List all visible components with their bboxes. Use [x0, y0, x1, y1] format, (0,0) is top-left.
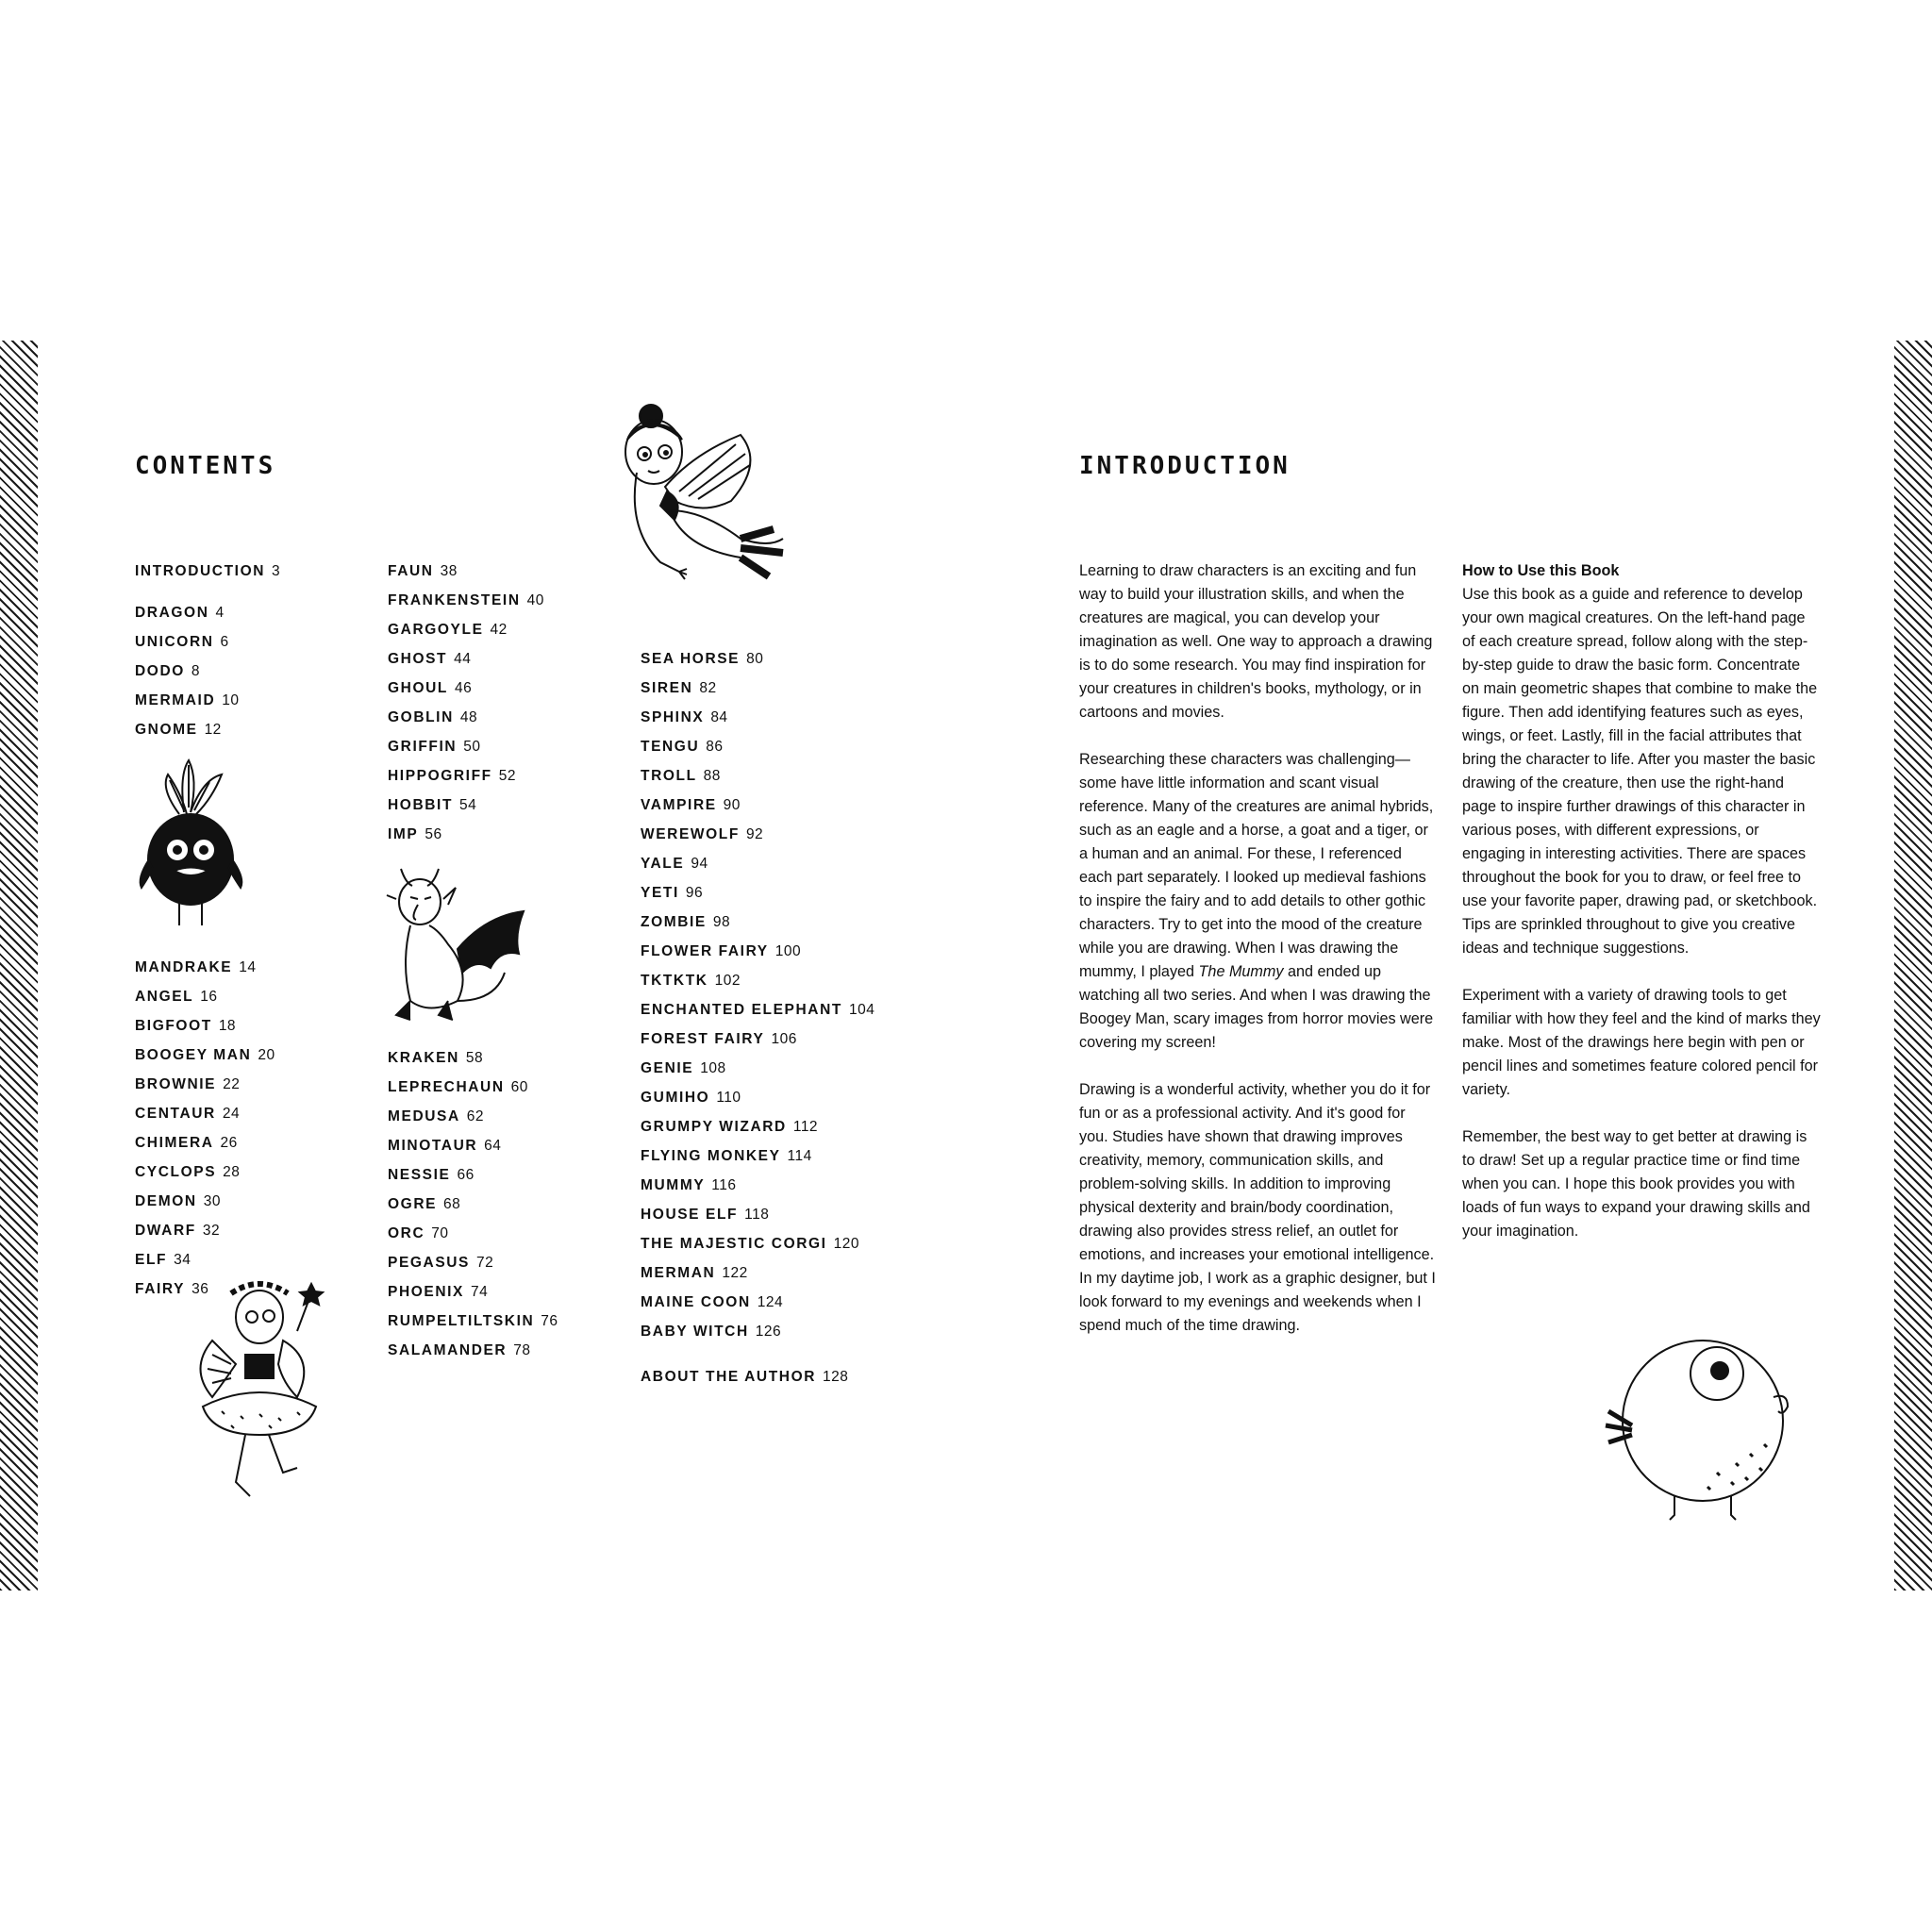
contents-entry [641, 913, 730, 932]
intro-column-left [1079, 559, 1438, 1361]
contents-entry-page: 34 [174, 1252, 192, 1268]
contents-entry-title: GARGOYLE [388, 622, 484, 638]
contents-entry-title: ZOMBIE [641, 914, 707, 930]
contents-entry [135, 1222, 220, 1241]
contents-entry [641, 884, 703, 903]
contents-entry [388, 825, 442, 844]
right-page-edge-pattern [1894, 341, 1932, 1591]
contents-entry-title: TROLL [641, 768, 697, 784]
siren-illustration [608, 397, 844, 624]
intro-paragraph-2-part-a: Researching these characters was challenging—some have little information and scant visual reference. Many of the creatures are animal hybrids, such as an eagle and a horse, a goat and a tiger, or a human and an animal. For these, I referenced each part separately. I looked up medieval fashions to inspire the fairy and to add details to other gothic characters. Try to get into the mood of the creature while you are drawing. When I was drawing the mummy, I played [1079, 751, 1434, 980]
contents-entry-page: 104 [848, 1002, 875, 1018]
contents-entry [641, 1176, 737, 1195]
contents-entry-page: 124 [757, 1294, 784, 1310]
contents-entry [388, 738, 480, 757]
contents-entry [135, 1134, 238, 1153]
contents-entry-title: FLOWER FAIRY [641, 943, 769, 959]
contents-entry [135, 1075, 240, 1094]
contents-entry-page: 108 [700, 1060, 726, 1076]
contents-entry-title: IMP [388, 826, 419, 842]
contents-entry [641, 1206, 769, 1224]
contents-entry [388, 650, 471, 669]
contents-entry [135, 721, 222, 740]
contents-entry [641, 796, 741, 815]
contents-entry [135, 562, 280, 581]
contents-entry-title: NESSIE [388, 1167, 451, 1183]
contents-entry-page: 56 [425, 826, 442, 842]
contents-entry [388, 1108, 484, 1126]
contents-entry [641, 708, 728, 727]
fairy-illustration [193, 1274, 344, 1520]
contents-entry-page: 114 [787, 1148, 812, 1164]
contents-entry [388, 621, 508, 640]
contents-entry [388, 679, 472, 698]
contents-entry [388, 796, 476, 815]
contents-entry-title: ORC [388, 1225, 425, 1241]
contents-entry-page: 40 [526, 592, 544, 608]
contents-entry [641, 679, 717, 698]
contents-entry [388, 1341, 530, 1360]
contents-entry-page: 118 [744, 1207, 770, 1223]
contents-entry-title: GENIE [641, 1060, 694, 1076]
contents-entry-page: 102 [714, 973, 741, 989]
contents-entry [641, 1264, 748, 1283]
contents-entry-page: 20 [258, 1047, 275, 1063]
contents-entry-page: 100 [774, 943, 802, 959]
contents-entry-page: 128 [823, 1369, 849, 1385]
contents-entry-title: ELF [135, 1252, 168, 1268]
contents-entry-title: GRUMPY WIZARD [641, 1119, 787, 1135]
contents-entry-title: VAMPIRE [641, 797, 717, 813]
contents-entry [388, 1254, 493, 1273]
contents-entry [641, 1235, 859, 1254]
contents-entry-title: BROWNIE [135, 1076, 217, 1092]
contents-entry-title: BOOGEY MAN [135, 1047, 252, 1063]
left-page-edge-pattern [0, 341, 38, 1591]
contents-entry-page: 4 [215, 605, 225, 621]
contents-entry-title: SEA HORSE [641, 651, 741, 667]
contents-entry [641, 1293, 783, 1312]
contents-entry-title: MERMAID [135, 692, 216, 708]
contents-entry [641, 1030, 797, 1049]
contents-entry-page: 52 [498, 768, 516, 784]
contents-entry-page: 58 [465, 1050, 484, 1066]
contents-entry-title: BIGFOOT [135, 1018, 212, 1034]
contents-entry-title: HIPPOGRIFF [388, 768, 492, 784]
contents-entry-title: SALAMANDER [388, 1342, 508, 1358]
how-to-use-subhead: How to Use this Book [1462, 562, 1620, 579]
contents-entry-page: 32 [202, 1223, 221, 1239]
contents-entry-page: 110 [716, 1090, 741, 1106]
imp-illustration [382, 859, 542, 1039]
contents-entry-title: BABY WITCH [641, 1324, 749, 1340]
contents-entry-title: CHIMERA [135, 1135, 214, 1151]
contents-entry-title: THE MAJESTIC CORGI [641, 1236, 827, 1252]
contents-entry-page: 28 [223, 1164, 241, 1180]
contents-entry-page: 50 [463, 739, 481, 755]
contents-entry-page: 80 [746, 651, 764, 667]
contents-entry-title: HOUSE ELF [641, 1207, 739, 1223]
contents-entry-title: MINOTAUR [388, 1138, 478, 1154]
intro-paragraph-1: Learning to draw characters is an exciting and fun way to build your illustration skills, and when the creatures are magical, you can develop your imagination as well. One way to approach a drawing is to do some research. You may find inspiration for your creatures in children's books, mythology, or in cartoons and movies. [1079, 562, 1433, 721]
contents-entry [641, 1323, 781, 1341]
contents-entry-page: 84 [710, 709, 728, 725]
intro-paragraph-2-part-c: and ended up watching all two series. And when I was drawing the Boogey Man, scary images from horror movies were covering my screen! [1079, 963, 1434, 1051]
contents-entry-page: 38 [440, 563, 458, 579]
intro-column-right [1462, 559, 1821, 1267]
contents-entry-page: 46 [454, 680, 473, 696]
contents-entry-page: 8 [191, 663, 201, 679]
contents-entry-title: OGRE [388, 1196, 438, 1212]
contents-entry-page: 22 [223, 1076, 241, 1092]
contents-entry-title: TKTKTK [641, 973, 708, 989]
contents-entry-title: FOREST FAIRY [641, 1031, 765, 1047]
intro-movie-title: The Mummy [1198, 963, 1284, 980]
contents-entry-page: 3 [272, 563, 281, 579]
contents-entry-page: 54 [459, 797, 477, 813]
contents-entry [135, 1046, 275, 1065]
contents-entry-page: 78 [513, 1342, 531, 1358]
contents-entry [135, 1192, 221, 1211]
intro-paragraph-3: Drawing is a wonderful activity, whether you do it for fun or as a professional activity. And it's good for you. Studies have shown that drawing improves creativity, memory, communication skills, and problem-solving skills. In addition to improving physical dexterity and brain/body coordination, drawing also provides stress relief, an outlet for emotions, and increases your emotional intelligence. In my daytime job, I work as a graphic designer, but I look forward to my evenings and weekends when I spend much of the time drawing. [1079, 1081, 1436, 1334]
contents-entry-title: PHOENIX [388, 1284, 464, 1300]
contents-entry-page: 48 [459, 709, 478, 725]
contents-entry-page: 62 [466, 1108, 485, 1124]
contents-entry-title: ANGEL [135, 989, 194, 1005]
contents-entry-page: 120 [833, 1236, 859, 1252]
contents-entry-page: 88 [703, 768, 721, 784]
contents-entry [388, 562, 458, 581]
contents-title: CONTENTS [135, 452, 276, 480]
contents-entry-title: HOBBIT [388, 797, 454, 813]
contents-entry [135, 988, 218, 1007]
mandrake-illustration [132, 756, 255, 935]
contents-entry [641, 738, 724, 757]
contents-entry-page: 14 [239, 959, 257, 975]
intro-paragraph-4: Use this book as a guide and reference to develop your own magical creatures. On the left-hand page of each creature spread, follow along with the step-by-step guide to draw the basic form. Concentrate on main geometric shapes that combine to make the figure. Then add identifying features such as eyes, wings, or feet. Lastly, fill in the facial attributes that bring the character to life. After you master the basic drawing of the creature, then use the right-hand page to inspire further drawings of this character in various poses, with different expressions, or engaging in interesting activities. There are spaces throughout the book for you to draw, or feel free to use your favorite paper, drawing pad, or sketchbook. Tips are sprinkled throughout to give you creative ideas and technique suggestions. [1462, 586, 1818, 957]
contents-entry-title: ABOUT THE AUTHOR [641, 1369, 817, 1385]
contents-entry-title: GNOME [135, 722, 198, 738]
contents-entry [135, 604, 225, 623]
contents-entry [388, 708, 477, 727]
contents-entry-title: MANDRAKE [135, 959, 233, 975]
contents-entry-title: RUMPELTILTSKIN [388, 1313, 535, 1329]
contents-entry-page: 6 [220, 634, 229, 650]
contents-entry-title: GUMIHO [641, 1090, 710, 1106]
contents-entry-page: 12 [204, 722, 222, 738]
contents-entry-page: 68 [443, 1196, 461, 1212]
intro-paragraph-2 [1079, 748, 1438, 1055]
contents-entry-page: 90 [723, 797, 741, 813]
contents-entry-title: GHOST [388, 651, 448, 667]
contents-entry-title: FRANKENSTEIN [388, 592, 521, 608]
contents-entry-title: MUMMY [641, 1177, 706, 1193]
contents-entry-title: SIREN [641, 680, 693, 696]
contents-entry-title: INTRODUCTION [135, 563, 266, 579]
intro-paragraph-6: Remember, the best way to get better at drawing is to draw! Set up a regular practice time or find time when you can. I hope this book provides you with loads of fun ways to expand your drawing skills and your imagination. [1462, 1128, 1810, 1240]
contents-entry-page: 116 [711, 1177, 737, 1193]
contents-entry-title: PEGASUS [388, 1255, 470, 1271]
contents-entry-page: 18 [218, 1018, 237, 1034]
contents-entry-title: YALE [641, 856, 685, 872]
contents-entry-page: 82 [699, 680, 717, 696]
contents-entry [641, 1001, 874, 1020]
contents-entry-page: 86 [706, 739, 724, 755]
contents-entry-title: CENTAUR [135, 1106, 216, 1122]
contents-entry-page: 96 [685, 885, 704, 901]
contents-entry [135, 958, 256, 977]
contents-entry-title: ENCHANTED ELEPHANT [641, 1002, 842, 1018]
contents-entry [388, 591, 544, 610]
contents-entry-page: 76 [541, 1313, 558, 1329]
contents-entry-page: 72 [476, 1255, 494, 1271]
contents-entry [641, 1118, 818, 1137]
contents-entry-title: MERMAN [641, 1265, 716, 1281]
contents-entry-page: 16 [200, 989, 218, 1005]
contents-entry [388, 1078, 528, 1097]
contents-entry [135, 1163, 240, 1182]
contents-entry-title: DWARF [135, 1223, 196, 1239]
contents-entry-title: DRAGON [135, 605, 209, 621]
contents-entry-title: FAIRY [135, 1281, 186, 1297]
round-creature-illustration [1594, 1322, 1802, 1529]
contents-entry [641, 1059, 726, 1078]
contents-entry-page: 122 [722, 1265, 748, 1281]
contents-entry [135, 633, 229, 652]
contents-entry [388, 1312, 558, 1331]
contents-entry-title: UNICORN [135, 634, 214, 650]
contents-entry-page: 92 [745, 826, 764, 842]
contents-entry [135, 691, 240, 710]
contents-entry-title: KRAKEN [388, 1050, 459, 1066]
contents-entry [641, 1089, 741, 1108]
contents-entry-title: FLYING MONKEY [641, 1148, 781, 1164]
contents-entry [388, 1283, 488, 1302]
contents-entry-title: GHOUL [388, 680, 448, 696]
contents-entry-page: 98 [712, 914, 731, 930]
contents-entry-title: GOBLIN [388, 709, 454, 725]
contents-entry [388, 1195, 460, 1214]
contents-entry [388, 1137, 501, 1156]
book-spread [0, 341, 1932, 1591]
contents-entry [135, 662, 200, 681]
contents-entry-page: 66 [457, 1167, 475, 1183]
contents-entry [388, 1049, 483, 1068]
contents-entry-page: 26 [220, 1135, 238, 1151]
contents-entry-page: 112 [792, 1119, 819, 1135]
contents-entry-title: DODO [135, 663, 185, 679]
contents-entry-page: 74 [470, 1284, 489, 1300]
contents-entry-title: WEREWOLF [641, 826, 740, 842]
contents-entry [641, 1147, 812, 1166]
contents-entry-page: 94 [691, 856, 708, 872]
contents-entry [388, 1166, 475, 1185]
contents-entry-page: 60 [510, 1079, 528, 1095]
contents-entry [135, 1017, 236, 1036]
contents-entry-page: 24 [222, 1106, 241, 1122]
contents-entry-page: 64 [484, 1138, 502, 1154]
contents-entry [388, 767, 516, 786]
contents-entry-page: 30 [203, 1193, 221, 1209]
contents-entry-page: 70 [431, 1225, 449, 1241]
contents-entry-title: SPHINX [641, 709, 705, 725]
contents-entry-title: DEMON [135, 1193, 197, 1209]
contents-entry-title: CYCLOPS [135, 1164, 217, 1180]
contents-entry [641, 767, 721, 786]
contents-entry [641, 1368, 848, 1387]
contents-entry [135, 1105, 240, 1124]
contents-entry [641, 972, 741, 991]
contents-entry-title: FAUN [388, 563, 434, 579]
contents-entry-page: 106 [771, 1031, 797, 1047]
introduction-title: INTRODUCTION [1079, 452, 1291, 480]
contents-entry [388, 1224, 449, 1243]
contents-entry-title: GRIFFIN [388, 739, 458, 755]
contents-entry [641, 855, 708, 874]
contents-entry-title: MEDUSA [388, 1108, 460, 1124]
contents-entry-page: 126 [755, 1324, 782, 1340]
contents-entry [641, 650, 763, 669]
contents-entry-page: 36 [192, 1281, 209, 1297]
contents-entry-title: YETI [641, 885, 679, 901]
contents-entry-title: TENGU [641, 739, 700, 755]
contents-entry-page: 42 [490, 622, 508, 638]
contents-entry-page: 10 [222, 692, 240, 708]
contents-entry [641, 825, 763, 844]
intro-paragraph-5: Experiment with a variety of drawing tools to get familiar with how they feel and the kind of marks they make. Most of the drawings here begin with pen or pencil lines and sometimes feature colored pencil for variety. [1462, 987, 1821, 1098]
contents-entry [135, 1251, 191, 1270]
contents-entry-title: LEPRECHAUN [388, 1079, 505, 1095]
contents-entry-page: 44 [454, 651, 472, 667]
contents-entry-title: MAINE COON [641, 1294, 751, 1310]
contents-entry [641, 942, 801, 961]
